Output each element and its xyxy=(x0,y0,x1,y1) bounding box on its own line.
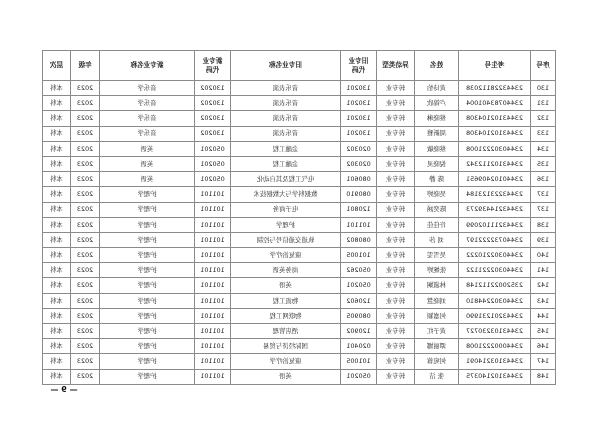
table-cell: 2023 xyxy=(71,339,100,354)
table-cell: 电子商务 xyxy=(231,202,341,217)
column-header: 新专业 代码 xyxy=(195,51,231,81)
table-cell: 音乐学 xyxy=(100,126,195,141)
table-cell: 147 xyxy=(531,354,556,369)
table-cell: 2023 xyxy=(71,308,100,323)
table-cell: 本科 xyxy=(43,172,71,187)
table-cell: 142 xyxy=(531,278,556,293)
table-cell: 陈 静 xyxy=(415,172,459,187)
table-cell: 2023 xyxy=(71,293,100,308)
table-row xyxy=(43,308,556,323)
table-row xyxy=(43,278,556,293)
table-cell: 101101 xyxy=(195,263,231,278)
table-cell: 本科 xyxy=(43,278,71,293)
table-cell: 2023 xyxy=(71,232,100,247)
table-cell: 本科 xyxy=(43,263,71,278)
table-cell: 物流工程 xyxy=(231,293,341,308)
table-cell: 050262 xyxy=(341,263,377,278)
table-cell: 刘 莎 xyxy=(415,232,459,247)
table-cell: 本科 xyxy=(43,202,71,217)
table-cell: 101101 xyxy=(195,354,231,369)
table-cell: 护理学 xyxy=(100,278,195,293)
table-row xyxy=(43,248,556,263)
table-cell: 谭丽娜 xyxy=(415,339,459,354)
table-cell: 101101 xyxy=(195,187,231,202)
table-cell: 23443103230727 xyxy=(459,324,531,339)
table-cell: 2023 xyxy=(71,202,100,217)
table-cell: 134 xyxy=(531,141,556,156)
table-cell: 商务英语 xyxy=(231,263,341,278)
table-cell: 本科 xyxy=(43,354,71,369)
table-cell: 130201 xyxy=(341,96,377,111)
table-cell: 英语 xyxy=(231,369,341,384)
table-cell: 23443214439273 xyxy=(459,202,531,217)
table-cell: 101101 xyxy=(195,278,231,293)
table-cell: 2023 xyxy=(71,126,100,141)
table-cell: 139 xyxy=(531,232,556,247)
table-cell: 080802 xyxy=(341,232,377,247)
table-cell: 本科 xyxy=(43,96,71,111)
table-cell: 本科 xyxy=(43,187,71,202)
table-cell: 23443102140375 xyxy=(459,369,531,384)
table-row xyxy=(43,232,556,247)
table-cell: 23443211102099 xyxy=(459,217,531,232)
table-cell: 146 xyxy=(531,339,556,354)
table-cell: 音乐学 xyxy=(100,81,195,96)
table-cell: 23443103214091 xyxy=(459,354,531,369)
table-body xyxy=(43,81,556,385)
table-cell: 23443223123184 xyxy=(459,187,531,202)
table-cell: 137 xyxy=(531,187,556,202)
table-cell: 101101 xyxy=(195,308,231,323)
table-cell: 050201 xyxy=(341,369,377,384)
table-cell: 轨道交通信号与控制 xyxy=(231,232,341,247)
table-cell: 蔡晓敏 xyxy=(415,141,459,156)
table-cell: 英语 xyxy=(100,172,195,187)
table-row xyxy=(43,96,556,111)
table-cell: 101101 xyxy=(195,248,231,263)
table-cell: 137 xyxy=(531,202,556,217)
table-row xyxy=(43,354,556,369)
table-cell: 2023 xyxy=(71,156,100,171)
table-row xyxy=(43,156,556,171)
column-header: 旧专业 代码 xyxy=(341,51,377,81)
table-cell: 转专业 xyxy=(377,202,415,217)
column-header: 年级 xyxy=(71,51,100,81)
table-cell: 护理学 xyxy=(100,339,195,354)
table-cell: 130202 xyxy=(195,96,231,111)
table-cell: 101101 xyxy=(195,324,231,339)
table-cell: 132 xyxy=(531,111,556,126)
table-cell: 148 xyxy=(531,369,556,384)
table-cell: 本科 xyxy=(43,217,71,232)
table-cell: 本科 xyxy=(43,339,71,354)
table-cell: 护理学 xyxy=(100,293,195,308)
table-row xyxy=(43,81,556,96)
table-cell: 转专业 xyxy=(377,187,415,202)
table-cell: 本科 xyxy=(43,308,71,323)
table-cell: 卢锦欣 xyxy=(415,96,459,111)
table-cell: 130202 xyxy=(195,126,231,141)
table-cell: 康复治疗学 xyxy=(231,248,341,263)
table-cell: 转专业 xyxy=(377,339,415,354)
table-cell: 音乐学 xyxy=(100,111,195,126)
table-row xyxy=(43,217,556,232)
column-header: 新专业名称 xyxy=(100,51,195,81)
table-cell: 吴晓婷 xyxy=(415,187,459,202)
table-cell: 本科 xyxy=(43,111,71,126)
table-cell: 转专业 xyxy=(377,354,415,369)
table-cell: 130202 xyxy=(195,81,231,96)
table-cell: 护理学 xyxy=(100,187,195,202)
table-cell: 护理学 xyxy=(100,202,195,217)
table-cell: 130202 xyxy=(195,111,231,126)
table-cell: 护理学 xyxy=(100,217,195,232)
table-cell: 英语 xyxy=(231,278,341,293)
table-cell: 英语 xyxy=(100,156,195,171)
table-cell: 张婉婷 xyxy=(415,263,459,278)
table-cell: 康复治疗学 xyxy=(231,354,341,369)
table-cell: 护理学 xyxy=(100,324,195,339)
table-cell: 张 洁 xyxy=(415,369,459,384)
table-cell: 转专业 xyxy=(377,278,415,293)
table-cell: 音乐表演 xyxy=(231,81,341,96)
table-cell: 2023 xyxy=(71,324,100,339)
table-row xyxy=(43,126,556,141)
table-cell: 23440732222197 xyxy=(459,232,531,247)
table-cell: 转专业 xyxy=(377,126,415,141)
column-header: 考生号 xyxy=(459,51,531,81)
table-cell: 2023 xyxy=(71,354,100,369)
table-cell: 本科 xyxy=(43,369,71,384)
table-cell: 本科 xyxy=(43,248,71,263)
table-cell: 转专业 xyxy=(377,111,415,126)
table-cell: 23440302244810 xyxy=(459,293,531,308)
table-cell: 101101 xyxy=(195,339,231,354)
table-cell: 刘晓慧 xyxy=(415,293,459,308)
column-header: 异动类型 xyxy=(377,51,415,81)
table-cell: 2023 xyxy=(71,111,100,126)
table-cell: 141 xyxy=(531,263,556,278)
table-cell: 23443102112342 xyxy=(459,156,531,171)
table-row xyxy=(43,187,556,202)
table-cell: 020401 xyxy=(341,339,377,354)
table-cell: 2023 xyxy=(71,263,100,278)
table-cell: 蔡晓琳 xyxy=(415,111,459,126)
table-row xyxy=(43,111,556,126)
table-cell: 转专业 xyxy=(377,217,415,232)
table-cell: 2023 xyxy=(71,81,100,96)
table-cell: 23440302221122 xyxy=(459,263,531,278)
table-cell: 020302 xyxy=(341,156,377,171)
table-cell: 2023 xyxy=(71,96,100,111)
table-cell: 本科 xyxy=(43,324,71,339)
table-cell: 转专业 xyxy=(377,308,415,323)
table-cell: 136 xyxy=(531,172,556,187)
table-cell: 120801 xyxy=(341,202,377,217)
table-cell: 陈奕涵 xyxy=(415,202,459,217)
table-cell: 23440102409651 xyxy=(459,172,531,187)
table-cell: 23440302221008 xyxy=(459,141,531,156)
table-cell: 23443201231990 xyxy=(459,308,531,323)
table-cell: 金融工程 xyxy=(231,156,341,171)
table-cell: 144 xyxy=(531,308,556,323)
table-cell: 金融工程 xyxy=(231,141,341,156)
table-cell: 138 xyxy=(531,217,556,232)
table-row xyxy=(43,263,556,278)
table-cell: 转专业 xyxy=(377,263,415,278)
table-cell: 050201 xyxy=(195,156,231,171)
table-cell: 转专业 xyxy=(377,324,415,339)
table-row xyxy=(43,324,556,339)
column-header: 姓名 xyxy=(415,51,459,81)
table-cell: 2023 xyxy=(71,172,100,187)
table-cell: 101101 xyxy=(341,217,377,232)
table-cell: 数据科学与大数据技术 xyxy=(231,187,341,202)
table-cell: 133 xyxy=(531,126,556,141)
table-cell: 音乐学 xyxy=(100,96,195,111)
table-cell: 护理学 xyxy=(100,248,195,263)
table-cell: 23440002221008 xyxy=(459,339,531,354)
table-cell: 林淑娴 xyxy=(415,278,459,293)
table-cell: 080601 xyxy=(341,172,377,187)
table-cell: 2023 xyxy=(71,187,100,202)
table-cell: 23520022112148 xyxy=(459,278,531,293)
table-cell: 130201 xyxy=(341,126,377,141)
table-cell: 120602 xyxy=(341,293,377,308)
table-cell: 周新雅 xyxy=(415,126,459,141)
table-cell: 135 xyxy=(531,156,556,171)
table-cell: 050201 xyxy=(195,141,231,156)
table-cell: 转专业 xyxy=(377,232,415,247)
table-cell: 护理学 xyxy=(100,369,195,384)
table-cell: 物联网工程 xyxy=(231,308,341,323)
table-cell: 英语 xyxy=(100,141,195,156)
table-cell: 本科 xyxy=(43,293,71,308)
table-cell: 2023 xyxy=(71,217,100,232)
table-cell: 护理学 xyxy=(100,232,195,247)
table-cell: 101101 xyxy=(195,369,231,384)
table-cell: 本科 xyxy=(43,232,71,247)
table-row xyxy=(43,141,556,156)
table-cell: 音乐表演 xyxy=(231,111,341,126)
table-cell: 转专业 xyxy=(377,369,415,384)
table-cell: 本科 xyxy=(43,126,71,141)
table-cell: 050201 xyxy=(195,172,231,187)
page-number: — 9 — xyxy=(50,385,78,394)
table-cell: 何宛蓉 xyxy=(415,354,459,369)
table-cell: 护理学 xyxy=(231,217,341,232)
table-cell: 转专业 xyxy=(377,96,415,111)
table-cell: 转专业 xyxy=(377,141,415,156)
table-cell: 黄子红 xyxy=(415,324,459,339)
table-cell: 本科 xyxy=(43,141,71,156)
table-cell: 电气工程及其自动化 xyxy=(231,172,341,187)
table-cell: 黄诗怡 xyxy=(415,81,459,96)
table-cell: 130201 xyxy=(341,111,377,126)
table-row xyxy=(43,202,556,217)
table-cell: 23443102104308 xyxy=(459,126,531,141)
table-cell: 护理学 xyxy=(100,354,195,369)
table-cell: 护理学 xyxy=(100,263,195,278)
table-cell: 本科 xyxy=(43,81,71,96)
table-cell: 101101 xyxy=(195,232,231,247)
table-row xyxy=(43,172,556,187)
table-cell: 101101 xyxy=(195,293,231,308)
table-cell: 吴雪雯 xyxy=(415,248,459,263)
table-cell: 何嘉颖 xyxy=(415,308,459,323)
table-cell: 护理学 xyxy=(100,308,195,323)
table-cell: 本科 xyxy=(43,156,71,171)
table-cell: 23443102104308 xyxy=(459,111,531,126)
table-cell: 101005 xyxy=(341,248,377,263)
table-row xyxy=(43,339,556,354)
table-cell: 120902 xyxy=(341,324,377,339)
table-cell: 080905 xyxy=(341,308,377,323)
table-cell: 转专业 xyxy=(377,172,415,187)
table-cell: 2023 xyxy=(71,278,100,293)
column-header: 序号 xyxy=(531,51,556,81)
column-header: 旧专业名称 xyxy=(231,51,341,81)
table-cell: 音乐表演 xyxy=(231,126,341,141)
table-cell: 许佳佳 xyxy=(415,217,459,232)
table-cell: 101101 xyxy=(195,202,231,217)
table-cell: 140 xyxy=(531,248,556,263)
table-cell: 2023 xyxy=(71,141,100,156)
table-cell: 050201 xyxy=(341,278,377,293)
table-cell: 23440302210222 xyxy=(459,248,531,263)
table-cell: 130201 xyxy=(341,81,377,96)
table-cell: 酒店管理 xyxy=(231,324,341,339)
table-header-row xyxy=(43,51,556,81)
transfer-table xyxy=(42,50,556,385)
table-cell: 倪晓灵 xyxy=(415,156,459,171)
table-cell: 23440783401004 xyxy=(459,96,531,111)
table-row xyxy=(43,369,556,384)
column-header: 层次 xyxy=(43,51,71,81)
table-cell: 020302 xyxy=(341,141,377,156)
table-cell: 音乐表演 xyxy=(231,96,341,111)
table-cell: 101005 xyxy=(341,354,377,369)
table-cell: 23443228112038 xyxy=(459,81,531,96)
mirrored-scan xyxy=(43,50,556,385)
table-cell: 转专业 xyxy=(377,248,415,263)
table-cell: 145 xyxy=(531,324,556,339)
table-cell: 101101 xyxy=(195,217,231,232)
table-cell: 131 xyxy=(531,96,556,111)
table-cell: 2023 xyxy=(71,369,100,384)
table-cell: 转专业 xyxy=(377,293,415,308)
table-cell: 转专业 xyxy=(377,81,415,96)
table-cell: 143 xyxy=(531,293,556,308)
table-cell: 国际经济与贸易 xyxy=(231,339,341,354)
table-cell: 2023 xyxy=(71,248,100,263)
table-cell: 080910 xyxy=(341,187,377,202)
table-row xyxy=(43,293,556,308)
table-cell: 130 xyxy=(531,81,556,96)
table-cell: 转专业 xyxy=(377,156,415,171)
